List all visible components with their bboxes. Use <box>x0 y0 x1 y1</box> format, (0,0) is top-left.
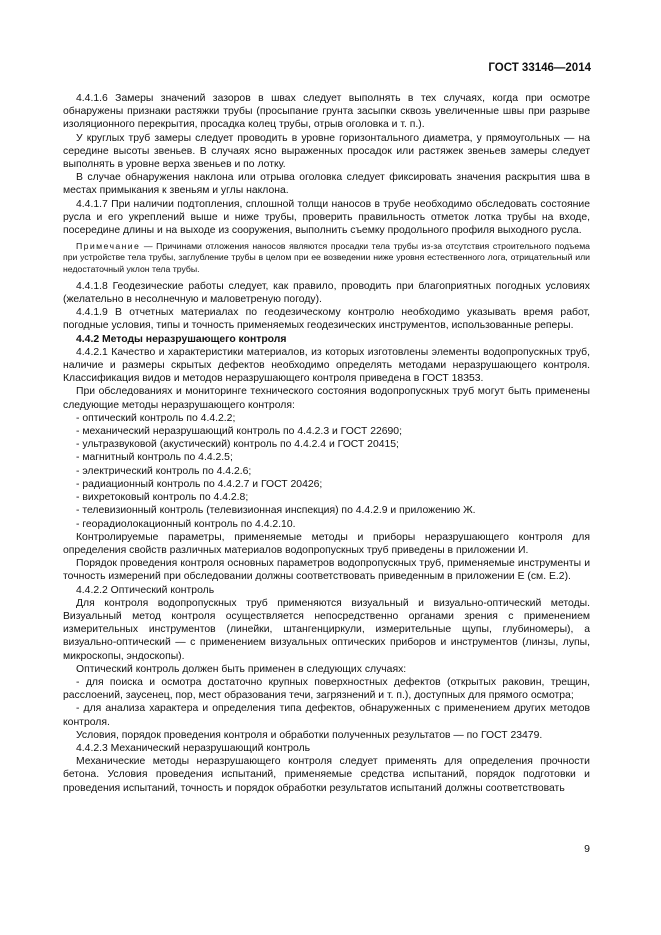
note-text: — Причинами отложения наносов являются просадки тела трубы из-за отсутствия строительного подъема при устройстве тела трубы, заглубление трубы в целом при ее возведении ниже уровня естественного лога, отрицательный или недостаточный уклон тела трубы. <box>63 241 590 274</box>
paragraph-4418: 4.4.1.8 Геодезические работы следует, как правило, проводить при благоприятных погодных условиях (желательно в несолнечную и маловетреную погоду). <box>63 280 590 306</box>
list-item: - механический неразрушающий контроль по 4.4.2.3 и ГОСТ 22690; <box>76 426 402 438</box>
subsection-heading-4422: 4.4.2.2 Оптический контроль <box>76 584 215 596</box>
note <box>63 241 590 275</box>
paragraph-head-tilt: В случае обнаружения наклона или отрыва оголовка следует фиксировать значения раскрытия шва в местах примыкания к звеньям и углы наклона. <box>63 172 590 197</box>
methods-list <box>63 412 590 531</box>
paragraph-mechanical-methods: Механические методы неразрушающего контроля следует применять для определения прочности бетона. Условия проведения испытаний, применяемые средства испытаний, порядок подготовки и проведения испытаний, точность и порядок обработки результатов испытаний должны соответствовать <box>63 756 590 794</box>
page-number: 9 <box>584 843 590 855</box>
paragraph-round-pipes: У круглых труб замеры следует проводить в уровне горизонтального диаметра, у прямоугольных — на середине высоты звеньев. В случаях ясно выраженных просадок или растяжек звеньев замеры следует выполнять в уровне верха звеньев и по лотку. <box>63 132 590 171</box>
list-item: - вихретоковый контроль по 4.4.2.8; <box>76 492 249 504</box>
paragraph-control-procedure: Порядок проведения контроля основных параметров водопропускных труб, применяемые инструменты и точность измерений при обследовании должны соответствовать приведенным в приложении Е (см. Е.2). <box>63 558 590 583</box>
paragraph-4417: 4.4.1.7 При наличии подтопления, сплошной толщи наносов в трубе необходимо обследовать состояние русла и его укреплений выше и ниже трубы, проверить правильность отметок лотка трубы на входе, посередине длины и на выходе из сооружения, выполнить съемку продольного профиля выходного русла. <box>63 198 590 237</box>
list-item: - радиационный контроль по 4.4.2.7 и ГОСТ 20426; <box>76 478 323 490</box>
paragraph-4419: 4.4.1.9 В отчетных материалах по геодезическому контролю необходимо указывать время работ, погодные условия, типы и точность применяемых геодезических инструментов, использованные реперы. <box>63 307 590 332</box>
subsection-heading-4423: 4.4.2.3 Механический неразрушающий контроль <box>76 742 311 754</box>
list-item: - георадиолокационный контроль по 4.4.2.10. <box>76 518 296 530</box>
paragraph-controlled-params: Контролируемые параметры, применяемые методы и приборы неразрушающего контроля для определения свойств различных материалов водопропускных труб приведены в приложении И. <box>63 531 590 556</box>
standard-header: ГОСТ 33146—2014 <box>488 62 591 74</box>
paragraph-optical-methods: Для контроля водопропускных труб применяются визуальный и визуально-оптический методы. Визуальный метод контроля осуществляется непосредственно органами зрения с применением измерительных инструментов (линейки, штангенциркули, измерительные щупы, глубиномеры), а визуально-оптический — с применением визуальных оптических приборов и инструментов (линзы, лупы, микроскопы, эндоскопы). <box>63 597 590 662</box>
list-item: - магнитный контроль по 4.4.2.5; <box>76 452 233 464</box>
list-item: - телевизионный контроль (телевизионная инспекция) по 4.4.2.9 и приложению Ж. <box>76 505 476 517</box>
paragraph-case-analysis: - для анализа характера и определения типа дефектов, обнаруженных с применением других методов контроля. <box>63 703 590 728</box>
paragraph-optical-cases: Оптический контроль должен быть применен в следующих случаях: <box>76 663 407 675</box>
paragraph-gost-23479: Условия, порядок проведения контроля и обработки полученных результатов — по ГОСТ 23479. <box>76 729 543 741</box>
page-body <box>63 92 590 795</box>
list-item: - электрический контроль по 4.4.2.6; <box>76 465 252 477</box>
section-heading-442: 4.4.2 Методы неразрушающего контроля <box>76 333 287 345</box>
paragraph-case-search: - для поиска и осмотра достаточно крупных поверхностных дефектов (открытых раковин, трещин, расслоений, заусенец, пор, мест образования течи, загрязнений и т. п.), доступных для прямого осмотра; <box>63 676 590 702</box>
note-label: Примечание <box>76 241 141 252</box>
list-item: - ультразвуковой (акустический) контроль по 4.4.2.4 и ГОСТ 20415; <box>76 439 399 451</box>
paragraph-methods-intro: При обследованиях и мониторинге технического состояния водопропускных труб могут быть применены следующие методы неразрушающего контроля: <box>63 386 590 411</box>
paragraph-4416: 4.4.1.6 Замеры значений зазоров в швах следует выполнять в тех случаях, когда при осмотре обнаружены признаки растяжки трубы (просыпание грунта засыпки сквозь увеличенные швы при разрыве изоляционного перекрытия, просадка колец трубы, отрыв оголовка и т. п.). <box>63 93 590 131</box>
list-item: - оптический контроль по 4.4.2.2; <box>76 412 236 424</box>
paragraph-4421: 4.4.2.1 Качество и характеристики материалов, из которых изготовлены элементы водопропускных труб, наличие и размеры скрытых дефектов необходимо определять методами неразрушающего контроля. Классификация видов и методов неразрушающего контроля приведена в ГОСТ 18353. <box>63 346 590 385</box>
